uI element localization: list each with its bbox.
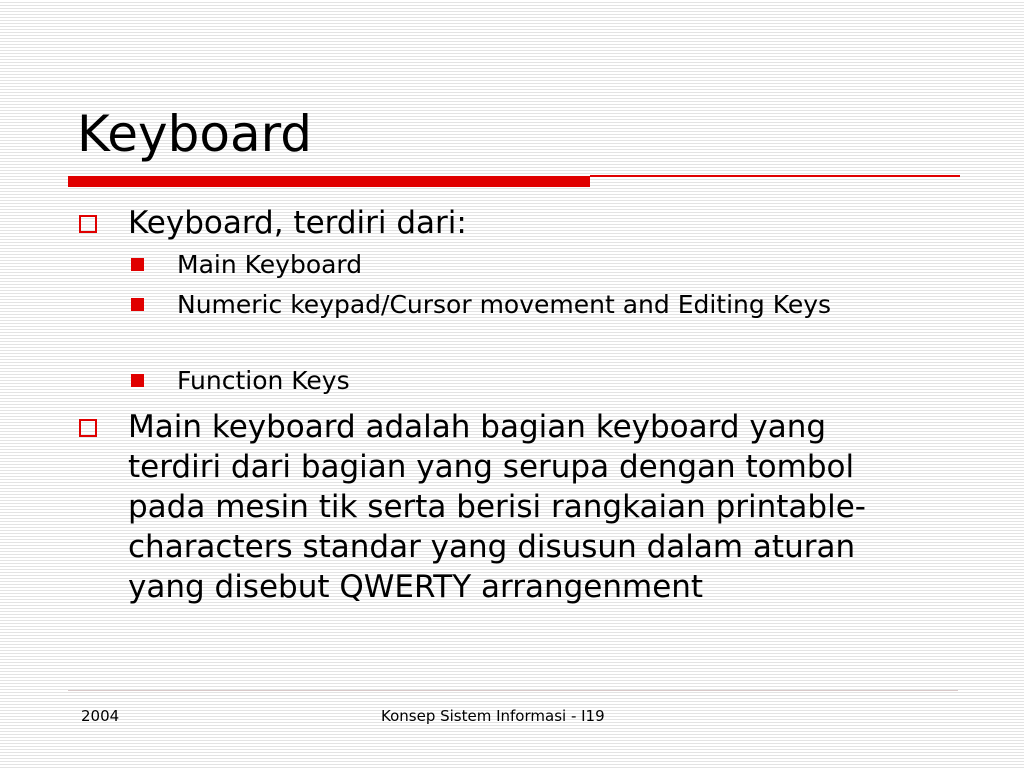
footer-course: Konsep Sistem Informasi - I19 <box>381 707 605 725</box>
sub-bullet-text: Main Keyboard <box>177 250 363 279</box>
bullet-text: Keyboard, terdiri dari: <box>128 205 467 241</box>
title-underline-thick <box>68 176 590 187</box>
filled-square-bullet-icon <box>131 258 144 271</box>
filled-square-bullet-icon <box>131 374 144 387</box>
sub-bullet-text: Function Keys <box>177 366 350 395</box>
slide-title: Keyboard <box>77 105 313 163</box>
filled-square-bullet-icon <box>131 298 144 311</box>
bullet-text: Main keyboard adalah bagian keyboard yang terdiri dari bagian yang serupa dengan tombol pada mesin tik serta berisi rangkaian printable-characters standar yang disusun dalam aturan yang disebut QWERTY arrangenment <box>128 409 866 605</box>
footer-divider <box>68 690 958 691</box>
sub-bullet-text: Numeric keypad/Cursor movement and Editing Keys <box>177 290 832 319</box>
hollow-square-bullet-icon <box>79 215 97 233</box>
title-underline-thin <box>590 175 960 177</box>
hollow-square-bullet-icon <box>79 419 97 437</box>
footer-year: 2004 <box>81 707 120 725</box>
